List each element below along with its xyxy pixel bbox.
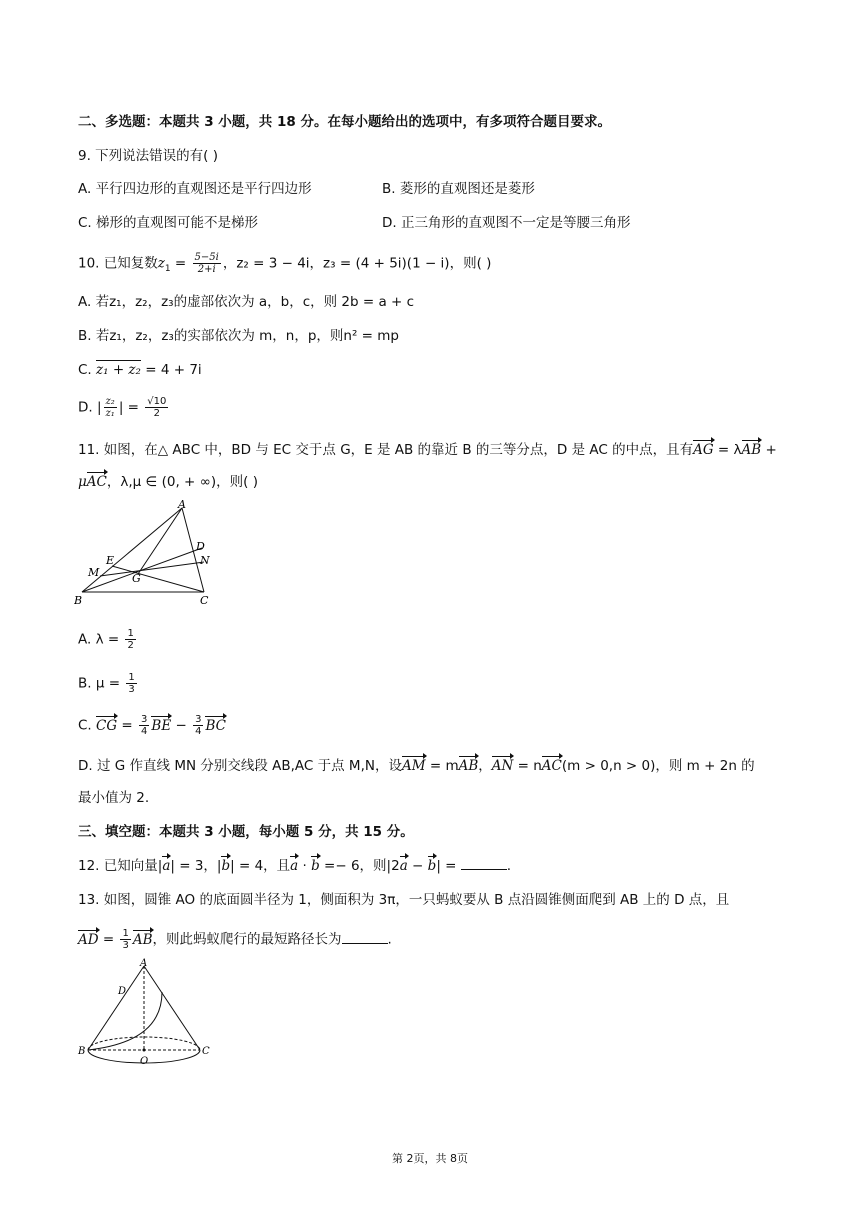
cone-figure <box>74 956 214 1076</box>
question-9-stem: 9. 下列说法错误的有( ) <box>78 148 218 164</box>
fig11-label-g: G <box>132 572 141 585</box>
fig13-label-a: A <box>140 958 148 969</box>
fig11-label-c: C <box>200 594 209 607</box>
question-11-option-a: A. λ = $\frac{1}{2}$ <box>78 628 134 651</box>
fig11-label-d: D <box>196 540 205 553</box>
fig13-label-b: B <box>78 1046 86 1057</box>
question-9-option-b: B. 菱形的直观图还是菱形 <box>382 181 535 197</box>
q10-conjugate-expr: z₁ + z₂ <box>96 362 141 378</box>
q10-prefix: 10. 已知复数 <box>78 255 158 272</box>
question-9-option-a: A. 平行四边形的直观图还是平行四边形 <box>78 181 312 197</box>
triangle-figure <box>74 498 224 610</box>
question-10-option-d: D. | $\frac{\text{z₂}}{\text{z₁}}$ | = $\frac{√10}{2}$ <box>78 396 167 419</box>
fig11-label-n: N <box>200 554 210 567</box>
question-11-option-d-line2: 最小值为 2. <box>78 790 150 806</box>
q12-answer-blank[interactable] <box>461 857 507 870</box>
question-11-stem-line1: 11. 如图，在△ ABC 中，BD 与 EC 交于点 G，E 是 AB 的靠近 B 的三等分点，D 是 AC 的中点，且有AG = λAB + <box>78 442 777 458</box>
question-13-line1: 13. 如图，圆锥 AO 的底面圆半径为 1，侧面积为 3π，一只蚂蚁要从 B 点沿圆锥侧面爬到 AB 上的 D 点，且 <box>78 892 730 908</box>
fig13-label-c: C <box>202 1046 210 1057</box>
fig11-label-e: E <box>106 554 115 567</box>
section-title-multiple-choice: 二、多选题：本题共 3 小题，共 18 分。在每小题给出的选项中，有多项符合题目要求。 <box>78 114 611 130</box>
question-10-option-b: B. 若z₁，z₂，z₃的实部依次为 m，n，p，则n² = mp <box>78 328 399 344</box>
question-12: 12. 已知向量|a| = 3，|b| = 4，且a · b =− 6，则|2a − b| = . <box>78 858 512 874</box>
fig11-label-m: M <box>88 566 100 579</box>
page-footer: 第 2页，共 8页 <box>392 1152 468 1165</box>
question-9-option-c: C. 梯形的直观图可能不是梯形 <box>78 215 259 231</box>
q13-answer-blank[interactable] <box>342 931 388 944</box>
q10-z1-fraction: $\frac{5-5i}{2+i}$ <box>194 252 219 275</box>
fig13-label-o: O <box>140 1056 149 1067</box>
fig11-label-a: A <box>178 498 186 511</box>
q10-rest: ，z₂ = 3 − 4i，z₃ = (4 + 5i)(1 − i)，则( ) <box>222 255 492 272</box>
question-11-option-b: B. μ = $\frac{1}{3}$ <box>78 672 135 695</box>
question-10-option-a: A. 若z₁，z₂，z₃的虚部依次为 a，b，c，则 2b = a + c <box>78 294 415 310</box>
question-9-option-d: D. 正三角形的直观图不一定是等腰三角形 <box>382 215 631 231</box>
section-title-fill-in: 三、填空题：本题共 3 小题，每小题 5 分，共 15 分。 <box>78 824 414 840</box>
fig11-label-b: B <box>74 594 83 607</box>
question-11-option-c: C. CG = $\frac{3}{4}$ BE − $\frac{3}{4}$ BC <box>78 714 226 737</box>
question-11-option-d-line1: D. 过 G 作直线 MN 分别交线段 AB,AC 于点 M,N，设AM = mAB，AN = nAC(m > 0,n > 0)，则 m + 2n 的 <box>78 758 755 774</box>
question-10-option-c: C. z₁ + z₂ = 4 + 7i <box>78 362 202 378</box>
question-10-stem: 10. 已知复数$z_1$ = $\frac{5-5i}{2+i}$ ，z₂ = 3 − 4i，z₃ = (4 + 5i)(1 − i)，则( ) <box>78 252 492 275</box>
fig13-label-d: D <box>118 986 127 997</box>
question-13-line2: AD = $\frac{1}{3}$ AB，则此蚂蚁爬行的最短路径长为 . <box>78 928 392 951</box>
question-11-stem-line2: μAC，λ,μ ∈ (0, + ∞)，则( ) <box>78 474 258 490</box>
